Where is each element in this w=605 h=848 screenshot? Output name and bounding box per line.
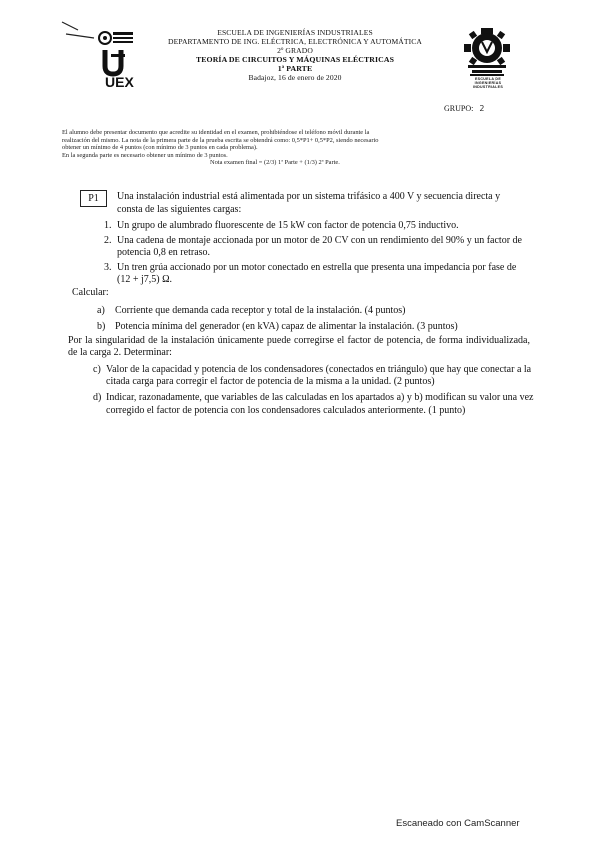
list-item bbox=[104, 220, 524, 232]
list-item-number: 1. bbox=[104, 220, 112, 231]
question-label: b) bbox=[97, 320, 106, 332]
question-label: c) bbox=[93, 364, 101, 375]
grupo-label: GRUPO: bbox=[444, 104, 474, 113]
instruction-line-final-grade: Nota examen final = (2/3) 1ª Parte + (1/3) 2ª Parte. bbox=[210, 159, 340, 167]
school-gear-logo bbox=[462, 28, 512, 94]
question-label: d) bbox=[93, 392, 102, 404]
list-item-number: 2. bbox=[104, 235, 112, 246]
question-item bbox=[97, 305, 517, 317]
school-name: ESCUELA DE INGENIERÍAS INDUSTRIALES bbox=[217, 28, 373, 37]
list-item bbox=[104, 262, 524, 286]
list-item-number: 3. bbox=[104, 262, 112, 273]
question-item bbox=[93, 392, 537, 416]
department-name: DEPARTAMENTO DE ING. ELÉCTRICA, ELECTRÓNICA Y AUTOMÁTICA bbox=[168, 37, 422, 46]
question-item bbox=[93, 364, 537, 388]
list-item bbox=[104, 235, 524, 259]
instruction-line: En la segunda parte es necesario obtener un mínimo de 3 puntos. bbox=[62, 151, 228, 159]
list-item-text: Un grupo de alumbrado fluorescente de 15 kW con factor de potencia 0,75 inductivo. bbox=[117, 220, 459, 231]
calculate-heading: Calcular: bbox=[72, 287, 109, 298]
questions-cd bbox=[93, 364, 537, 421]
question-item bbox=[97, 321, 517, 333]
exam-instructions bbox=[62, 129, 520, 167]
degree: 2º GRADO bbox=[277, 46, 313, 55]
exam-header bbox=[120, 28, 470, 82]
pen-stroke-mark bbox=[60, 18, 100, 40]
grupo-value: 2 bbox=[479, 104, 485, 113]
question-text: Indicar, razonadamente, que variables de las calculadas en los apartados a) y b) modifican su valor una vez corregido el factor de potencia con los condensadores calculados anteriormente. (1 punto) bbox=[106, 392, 534, 416]
problem-label-box: P1 bbox=[80, 190, 107, 207]
exam-date: Badajoz, 16 de enero de 2020 bbox=[248, 73, 342, 82]
question-text: Valor de la capacidad y potencia de los condensadores (conectados en triángulo) que hay que conectar a la citada carga para corregir el factor de potencia de la misma a la unidad. (2 puntos) bbox=[106, 364, 532, 388]
correction-paragraph: Por la singularidad de la instalación únicamente puede corregirse el factor de potencia, de forma individualizada, de la carga 2. Determinar: bbox=[68, 335, 530, 358]
questions-ab bbox=[97, 305, 517, 336]
instruction-line: realización del mismo. La nota de la primera parte de la prueba escrita se obtendrá como: 0,5*P1+ 0,5*P2, siendo necesario bbox=[62, 136, 379, 144]
list-item-text: Una cadena de montaje accionada por un motor de 20 CV con un rendimiento del 90% y un factor de potencia 0,8 en retraso. bbox=[117, 235, 522, 258]
instruction-line: El alumno debe presentar documento que acredite su identidad en el examen, prohibiéndose el teléfono móvil durante la bbox=[62, 129, 370, 136]
grupo-field bbox=[444, 104, 484, 113]
exam-part: 1ª PARTE bbox=[277, 64, 313, 73]
list-item-text: Un tren grúa accionado por un motor conectado en estrella que presenta una impedancia por fase de (12 + j7,5) Ω. bbox=[117, 262, 517, 285]
question-text: Potencia mínima del generador (en kVA) capaz de alimentar la instalación. (3 puntos) bbox=[115, 320, 458, 332]
question-text: Corriente que demanda cada receptor y total de la instalación. (4 puntos) bbox=[115, 305, 406, 316]
subject-title: TEORÍA DE CIRCUITOS Y MÁQUINAS ELÉCTRICAS bbox=[195, 55, 395, 64]
loads-list bbox=[104, 220, 524, 289]
problem-intro: Una instalación industrial está alimentada por un sistema trifásico a 400 V y secuencia directa y consta de las siguientes cargas: bbox=[117, 191, 501, 215]
scanner-watermark: Escaneado con CamScanner bbox=[396, 818, 520, 829]
uex-logo-text: UEX bbox=[105, 74, 134, 90]
question-label: a) bbox=[97, 305, 105, 316]
school-gear-logo-text: ESCUELA DE INGENIERÍAS INDUSTRIALES bbox=[472, 77, 504, 90]
instruction-line: obtener un mínimo de 4 puntos (con mínimo de 3 puntos en cada problema). bbox=[62, 144, 258, 152]
